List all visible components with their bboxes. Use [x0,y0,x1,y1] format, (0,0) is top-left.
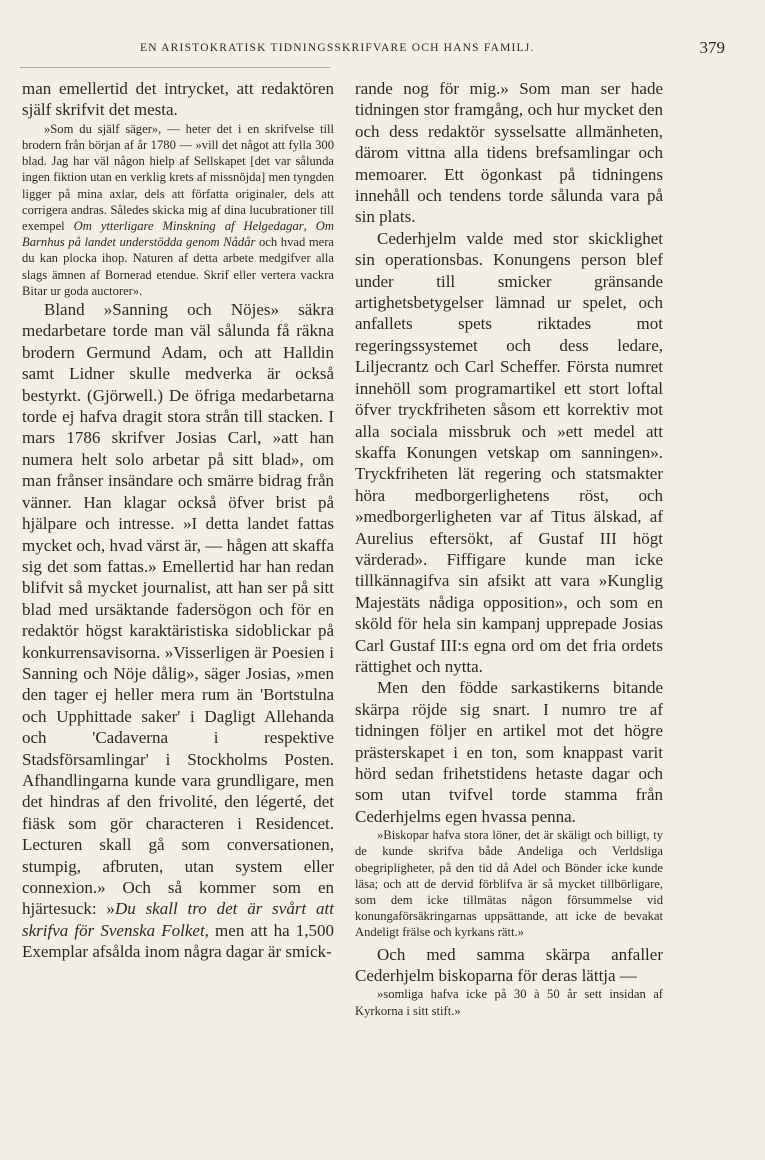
paragraph: Bland »Sanning och Nöjes» säkra medarbetare torde man väl sålunda få räkna brodern Germund Adam, och att Halldin samt Lidner skulle medverka är också bestyrkt. (Gjörwell.) De öfriga medarbetarna torde ej hafva dragit stora strån till stacken. I mars 1786 skrifver Josias Carl, »att han numera helt solo arbetar på sitt blad», om man frånser insändare och smärre bidrag från vänner. Han klagar också öfver brist på hjälpare och intresse. »I detta landet fattas mycket och, hvad värst är, — hågen att skaffa sig det som fattas.» Emellertid har han redan blifvit så mycket journalist, att han ser på sitt blad med ursäktande fadersögon och för en redaktör högst karaktäristiska sidoblickar på konkurrensavisorna. »Visserligen är Poesien i Sanning och Nöje dålig», säger Josias, »men den tager ej heller mera rum än 'Bortstulna och Upphittade saker' i Dagligt Allehanda och 'Cadaverna i respektive Stadsförsamlingar' i Stockholms Posten. Afhandlingarna kunde vara grundligare, men det hindras af den frivolité, den légerté, det fiäsk som gör characteren i Residencet. Lecturen skall gå som conversationen, stumpig, afbruten, utan system eller connexion.» Och så kommer som en hjärtesuck: »Du skall tro det är svårt att skrifva för Svenska Folket, men att ha 1,500 Exemplar afsålda inom några dagar är smick- [22,300,334,962]
paragraph: Och med samma skärpa anfaller Cederhjelm biskoparna för deras lättja — [355,944,663,986]
paragraph: Cederhjelm valde med stor skicklighet sin operationsbas. Konungens person blef under till smicker gränsande artighetsbetygelser lämnad ur spelet, och anfallets spets riktades mot regeringssystemet och dess ledare, Liljecrantz och Carl Scheffer. Första numret innehöll som programartikel ett stort loftal öfver tryckfriheten såsom ett korrektiv mot alla sociala missbruk och »ett medel att skaffa Konungen vetskap om sanningen». Tryckfriheten lät regering och statsmakter höra medborgerlighetens röst, och »medborgerligheten var af Titus älskad, af Aurelius eftersökt, af Gustaf III högt värderad». Fiffigare kunde man icke tillkännagifva sin afsikt att vara »Kunglig Majestäts nådiga opposition», och som en sköld för hela sin kampanj upprepade Josias Carl Gustaf III:s egna ord om det fria ordets rättighet och nytta. [355,228,663,676]
block-quote: »Biskopar hafva stora löner, det är skäligt och billigt, ty de kunde skrifva både Andeliga och Verldsliga obegripligheter, på den tid då Adel och Bönder icke kunde läsa; och att de dervid förblifva är så mycket tillbörligare, som dem icke tillmätas någon försummelse vid konungaförsäkringarnas uppsättande, att icke de bevakat Andeligt frälse och kyrkans rätt.» [355,828,663,940]
right-column [355,78,663,1019]
header-rule [20,67,330,68]
left-column [22,78,334,963]
block-quote: »Som du själf säger», — heter det i en skrifvelse till brodern från början af år 1780 — »vill det något att fylla 300 blad. Jag har väl någon hielp af Sellskapet [det var sålunda ingen fiktion utan en verklig krets af missnöjda] men tyngden ligger på mina axlar, dels att författa originaler, dels att corrigera andras. Således skicka mig af dina lucubrationer till exempel Om ytterligare Minskning af Helgedagar, Om Barnhus på landet understödda genom Nådår och hvad mera du kan plocka ihop. Naturen af detta arbete medgifver alla slags ämnen af Bornerad etendue. Skrif eller vertera vackra Bitar ur goda auctorer». [22,121,335,298]
page-header [22,38,725,62]
paragraph: rande nog för mig.» Som man ser hade tidningen stor framgång, och hur mycket den och dess redaktör sysselsatte allmänheten, därom vittna alla tidens brefsamlingar och memoarer. Ett ögonkast på tidningens innehåll och tendens torde sålunda vara på sin plats. [355,79,663,227]
paragraph: man emellertid det intrycket, att redaktören själf skrifvit det mesta. [22,79,334,120]
block-quote: »somliga hafva icke på 30 à 50 år sett insidan af Kyrkorna i sitt stift.» [355,987,663,1018]
page-number: 379 [699,38,725,57]
running-head: EN ARISTOKRATISK TIDNINGSSKRIFVARE OCH HANS FAMILJ. [140,42,535,54]
paragraph: Men den födde sarkastikerns bitande skärpa röjde sig snart. I numro tre af tidningen följer en artikel mot det högre prästerskapet i en ton, som knappast varit hörd sedan frihetstidens hetaste dagar och som utan tvifvel torde stamma från Cederhjelms egen hvassa penna. [355,678,663,826]
